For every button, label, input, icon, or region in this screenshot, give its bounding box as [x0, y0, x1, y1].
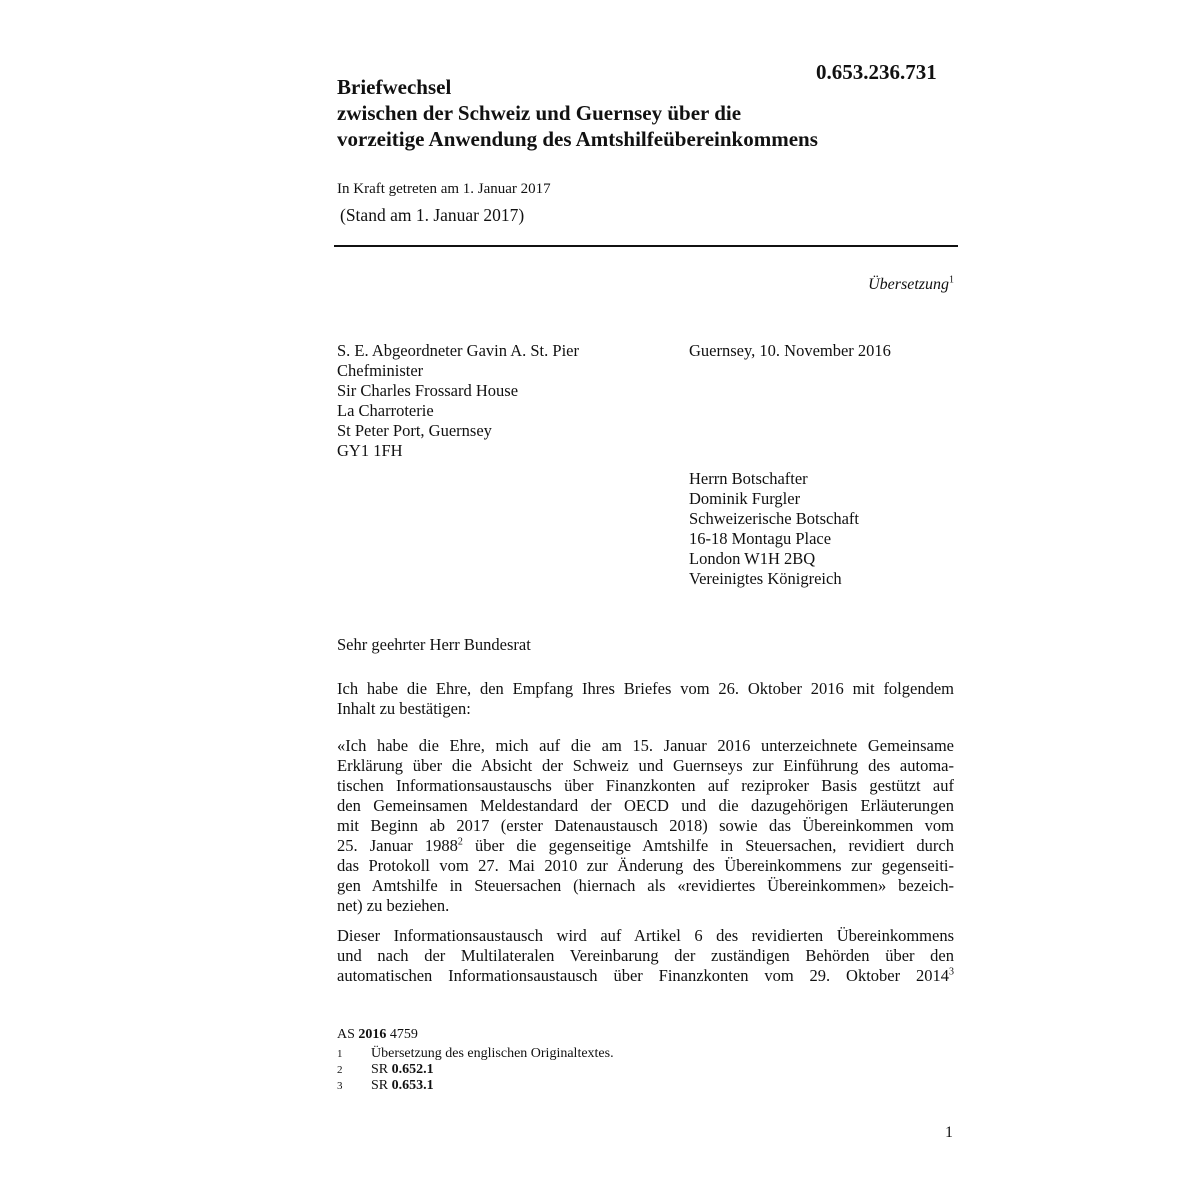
sender-line: La Charroterie	[337, 401, 434, 420]
line-text: automatischen Informationsaustausch über Finanzkonten vom 29. Oktober 2014	[337, 966, 949, 985]
as-prefix: AS	[337, 1027, 359, 1042]
recipient-line: Herrn Botschafter	[689, 469, 808, 488]
recipient-line: Vereinigtes Königreich	[689, 569, 842, 588]
paragraph-line: Dieser Informationsaustausch wird auf Artikel 6 des revidierten Übereinkommens	[337, 926, 954, 945]
paragraph-line: den Gemeinsamen Meldestandard der OECD und die dazugehörigen Erläuterungen	[337, 796, 954, 815]
recipient-line: Dominik Furgler	[689, 489, 801, 508]
footnote-number: 3	[337, 1080, 343, 1092]
recipient-line: London W1H 2BQ	[689, 549, 816, 568]
as-page: 4759	[386, 1027, 418, 1042]
body-paragraph-1	[337, 679, 954, 719]
recipient-address	[689, 469, 859, 589]
title-line: zwischen der Schweiz und Guernsey über die	[337, 101, 742, 125]
footnote-2	[337, 1062, 614, 1078]
line-text: 25. Januar 1988	[337, 836, 458, 855]
paragraph-line	[337, 966, 954, 986]
body-paragraph-2	[337, 736, 954, 916]
body-paragraph-3	[337, 926, 954, 986]
title-line: vorzeitige Anwendung des Amtshilfeübereinkommens	[337, 127, 818, 151]
footnote-prefix: SR	[371, 1078, 392, 1093]
paragraph-line: Inhalt zu bestätigen:	[337, 699, 471, 718]
paragraph-line: tischen Informationsaustauschs über Finanzkonten auf reziproker Basis gestützt auf	[337, 776, 954, 795]
salutation: Sehr geehrter Herr Bundesrat	[337, 635, 531, 654]
sender-address	[337, 341, 579, 461]
as-year: 2016	[358, 1027, 387, 1042]
footnote-sr-number[interactable]: 0.653.1	[391, 1078, 434, 1093]
as-reference	[337, 1027, 418, 1043]
sender-line: Chefminister	[337, 361, 424, 380]
in-force-date: In Kraft getreten am 1. Januar 2017	[337, 181, 551, 197]
footnote-3	[337, 1078, 614, 1094]
footnote-ref-3[interactable]: 3	[949, 966, 954, 978]
sender-line: GY1 1FH	[337, 441, 403, 460]
recipient-line: 16-18 Montagu Place	[689, 529, 832, 548]
footnote-number: 1	[337, 1048, 343, 1060]
paragraph-line: «Ich habe die Ehre, mich auf die am 15. Januar 2016 unterzeichnete Gemeinsame	[337, 736, 954, 755]
paragraph-line: gen Amtshilfe in Steuersachen (hiernach als «revidiertes Übereinkommen» bezeich-	[337, 876, 954, 895]
sender-line: S. E. Abgeordneter Gavin A. St. Pier	[337, 341, 579, 360]
paragraph-line: mit Beginn ab 2017 (erster Datenaustausch 2018) sowie das Übereinkommen vom	[337, 816, 954, 835]
footnote-sr-number[interactable]: 0.652.1	[391, 1062, 434, 1077]
title-line: Briefwechsel	[337, 75, 452, 99]
paragraph-line: das Protokoll vom 27. Mai 2010 zur Änderung des Übereinkommens zur gegenseiti-	[337, 856, 954, 875]
footnote-ref-2[interactable]: 2	[457, 836, 463, 848]
footnote-1	[337, 1046, 614, 1062]
sender-line: Sir Charles Frossard House	[337, 381, 519, 400]
header-divider	[334, 245, 958, 247]
sender-line: St Peter Port, Guernsey	[337, 421, 492, 440]
footnote-number: 2	[337, 1064, 343, 1076]
paragraph-line: Erklärung über die Absicht der Schweiz und Guernseys zur Einführung des automa-	[337, 756, 954, 775]
footnotes	[337, 1046, 614, 1094]
paragraph-line	[337, 836, 954, 856]
recipient-line: Schweizerische Botschaft	[689, 509, 859, 528]
paragraph-line: und nach der Multilateralen Vereinbarung der zuständigen Behörden über den	[337, 946, 954, 965]
status-date: (Stand am 1. Januar 2017)	[340, 205, 525, 225]
paragraph-line: net) zu beziehen.	[337, 896, 450, 915]
footnote-ref-1[interactable]: 1	[949, 274, 954, 286]
footnote-text: Übersetzung des englischen Originaltextes.	[371, 1046, 614, 1061]
paragraph-line: Ich habe die Ehre, den Empfang Ihres Briefes vom 26. Oktober 2016 mit folgendem	[337, 679, 954, 698]
sr-number: 0.653.236.731	[816, 60, 937, 84]
place-date: Guernsey, 10. November 2016	[689, 341, 891, 360]
line-text: über die gegenseitige Amtshilfe in Steuersachen, revidiert durch	[462, 836, 954, 855]
translation-note	[868, 276, 954, 294]
footnote-prefix: SR	[371, 1062, 392, 1077]
document-title	[337, 74, 818, 152]
translation-label: Übersetzung	[868, 276, 949, 293]
page-number: 1	[945, 1124, 953, 1141]
